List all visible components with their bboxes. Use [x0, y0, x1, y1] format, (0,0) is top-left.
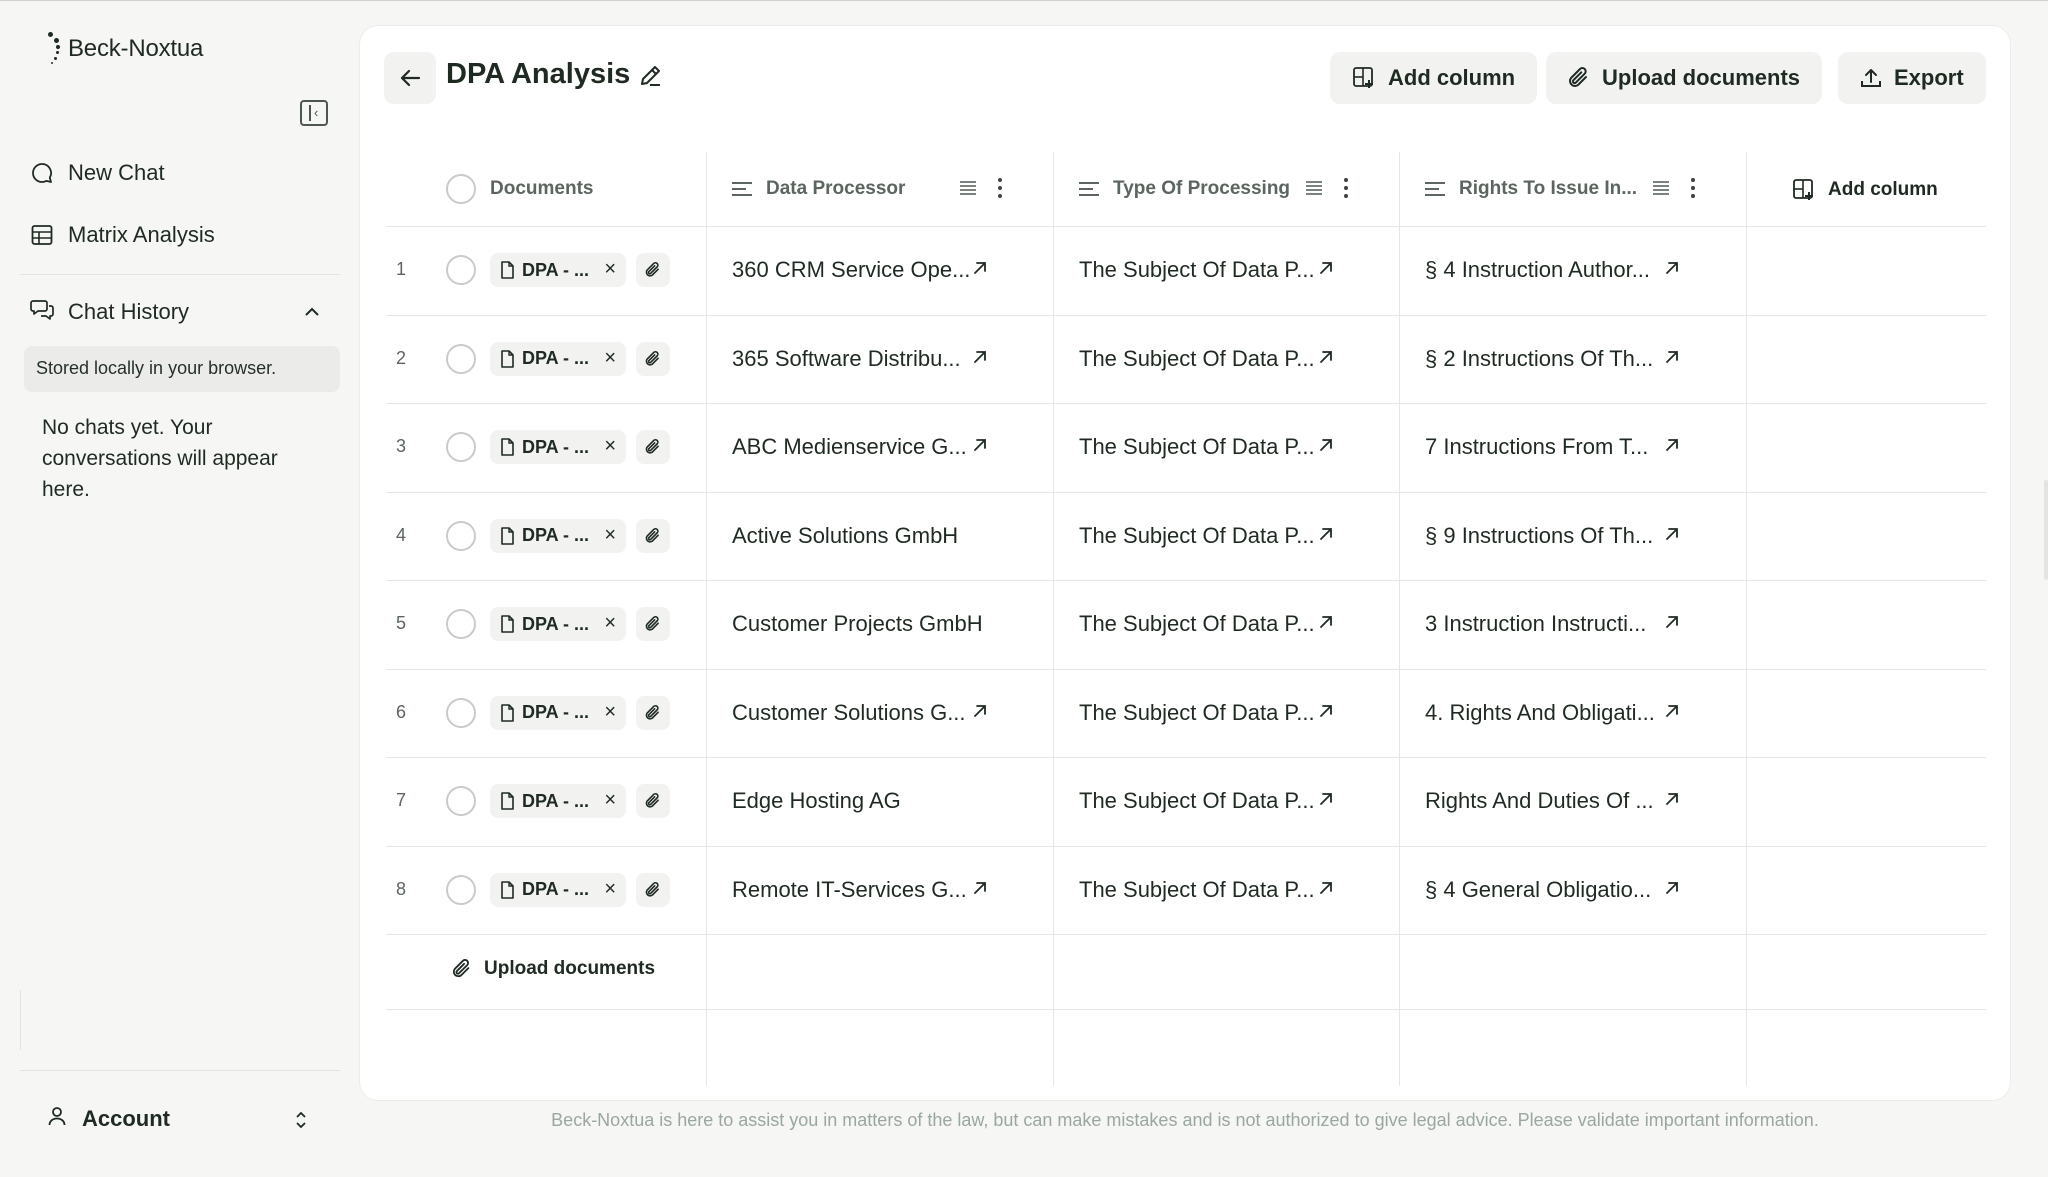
matrix-panel [360, 26, 2010, 1100]
row-checkbox[interactable] [446, 255, 476, 285]
attach-document-button[interactable] [636, 253, 670, 287]
chevron-up-icon [304, 302, 320, 323]
document-name: DPA - ... [522, 436, 589, 457]
column-divider [1746, 152, 1747, 1086]
attach-document-button[interactable] [636, 430, 670, 464]
upload-documents-label: Upload documents [1602, 65, 1801, 90]
column-header-data-processor[interactable] [732, 178, 905, 200]
chat-history-label: Chat History [68, 299, 190, 324]
stored-locally-note: Stored locally in your browser. [24, 346, 340, 392]
row-divider [386, 757, 1986, 758]
edit-title-icon[interactable] [638, 62, 666, 90]
drag-handle-icon[interactable] [1653, 181, 1669, 195]
column-header-type-of-processing-label: Type Of Processing [1113, 178, 1291, 199]
account-menu[interactable] [48, 1106, 170, 1132]
column-divider [706, 152, 707, 1086]
logo[interactable] [48, 30, 203, 68]
text-align-icon [732, 181, 754, 197]
upload-documents-button[interactable] [1546, 52, 1822, 104]
type-of-processing-cell[interactable]: The Subject Of Data P... [1079, 257, 1315, 283]
attach-document-button[interactable] [636, 873, 670, 907]
document-chip[interactable] [490, 253, 626, 287]
attach-document-button[interactable] [636, 342, 670, 376]
document-chip[interactable] [490, 784, 626, 818]
remove-document-icon[interactable]: × [604, 346, 616, 369]
logo-text: Beck-Noxtua [68, 35, 204, 62]
document-chip[interactable] [490, 430, 626, 464]
export-label: Export [1894, 65, 1964, 90]
open-source-arrow-icon[interactable] [1664, 526, 1682, 544]
row-checkbox[interactable] [446, 521, 476, 551]
remove-document-icon[interactable]: × [604, 435, 616, 458]
add-column-label: Add column [1388, 65, 1516, 90]
document-icon [500, 350, 514, 368]
scrollbar[interactable] [2044, 480, 2048, 580]
rights-cell[interactable]: § 9 Instructions Of Th... [1425, 522, 1654, 548]
paperclip-icon [645, 261, 661, 279]
paperclip-icon [645, 350, 661, 368]
upload-documents-row-button[interactable] [452, 958, 655, 980]
add-column-header-label: Add column [1828, 179, 1938, 200]
add-column-button[interactable] [1330, 52, 1537, 104]
account-label: Account [82, 1106, 170, 1131]
text-align-icon [1079, 181, 1101, 197]
nav-new-chat[interactable] [30, 160, 165, 186]
nav-new-chat-label: New Chat [68, 160, 165, 185]
type-of-processing-cell[interactable]: The Subject Of Data P... [1079, 345, 1315, 371]
collapse-sidebar-icon[interactable]: ‹ [300, 100, 328, 126]
remove-document-icon[interactable]: × [604, 877, 616, 900]
chat-history-toggle[interactable] [30, 298, 330, 326]
paperclip-icon [1568, 66, 1590, 90]
column-header-documents-label: Documents [490, 178, 594, 199]
row-number: 3 [396, 436, 407, 457]
open-source-arrow-icon[interactable] [1664, 260, 1682, 278]
paperclip-icon [645, 527, 661, 545]
chat-history-icon [30, 298, 54, 326]
more-vertical-icon[interactable] [1344, 178, 1348, 198]
open-source-arrow-icon[interactable] [1318, 880, 1336, 898]
remove-document-icon[interactable]: × [604, 700, 616, 723]
row-checkbox[interactable] [446, 875, 476, 905]
paperclip-icon [452, 958, 472, 980]
upload-export-icon [1860, 67, 1882, 89]
row-divider [386, 580, 1986, 581]
document-chip[interactable] [490, 607, 626, 641]
open-source-arrow-icon[interactable] [1318, 349, 1336, 367]
open-source-arrow-icon[interactable] [972, 437, 990, 455]
row-number: 4 [396, 524, 407, 545]
open-source-arrow-icon[interactable] [972, 349, 990, 367]
data-processor-cell[interactable]: ABC Medienservice G... [732, 434, 967, 460]
paperclip-icon [645, 615, 661, 633]
data-processor-cell[interactable]: Active Solutions GmbH [732, 522, 959, 548]
sidebar-bottom-divider [20, 1070, 340, 1071]
open-source-arrow-icon[interactable] [1318, 260, 1336, 278]
row-divider [386, 846, 1986, 847]
row-number: 8 [396, 878, 407, 899]
document-name: DPA - ... [522, 790, 589, 811]
no-chats-message: No chats yet. Your conversations will appear here. [42, 416, 278, 501]
matrix-table [386, 126, 1986, 1060]
data-processor-cell[interactable]: Remote IT-Services G... [732, 876, 967, 902]
column-header-type-of-processing[interactable] [1079, 178, 1290, 200]
row-divider [386, 226, 1986, 227]
type-of-processing-cell[interactable]: The Subject Of Data P... [1079, 434, 1315, 460]
column-header-rights[interactable] [1425, 178, 1637, 200]
remove-document-icon[interactable]: × [604, 258, 616, 281]
type-of-processing-cell[interactable]: The Subject Of Data P... [1079, 699, 1315, 725]
text-align-icon [1425, 181, 1447, 197]
open-source-arrow-icon[interactable] [1664, 349, 1682, 367]
type-of-processing-cell[interactable]: The Subject Of Data P... [1079, 876, 1315, 902]
column-controls [960, 178, 1002, 198]
row-divider [386, 1009, 1986, 1010]
type-of-processing-cell[interactable]: The Subject Of Data P... [1079, 522, 1315, 548]
open-source-arrow-icon[interactable] [1318, 703, 1336, 721]
column-header-documents [490, 178, 593, 200]
open-source-arrow-icon[interactable] [1318, 791, 1336, 809]
nav-matrix-analysis[interactable] [30, 222, 215, 248]
remove-document-icon[interactable]: × [604, 523, 616, 546]
row-number: 7 [396, 790, 407, 811]
data-processor-cell[interactable]: Customer Solutions G... [732, 699, 966, 725]
document-name: DPA - ... [522, 525, 589, 546]
open-source-arrow-icon[interactable] [1664, 437, 1682, 455]
row-checkbox[interactable] [446, 698, 476, 728]
document-chip[interactable] [490, 342, 626, 376]
back-button[interactable] [384, 52, 436, 104]
legal-disclaimer: Beck-Noxtua is here to assist you in matters of the law, but can make mistakes and is not authorized to give legal advice. Please validate important information. [551, 1110, 1819, 1130]
type-of-processing-cell[interactable]: The Subject Of Data P... [1079, 611, 1315, 637]
remove-document-icon[interactable]: × [604, 789, 616, 812]
add-column-header-button[interactable] [1792, 178, 1938, 202]
logo-icon [48, 30, 62, 68]
rights-cell[interactable]: § 2 Instructions Of Th... [1425, 345, 1654, 371]
document-chip[interactable] [490, 873, 626, 907]
row-divider [386, 492, 1986, 493]
column-header-rights-label: Rights To Issue In... [1459, 178, 1638, 199]
row-number: 1 [396, 259, 407, 280]
document-icon [500, 527, 514, 545]
column-header-data-processor-label: Data Processor [766, 178, 906, 199]
more-vertical-icon[interactable] [1691, 178, 1695, 198]
document-icon [500, 881, 514, 899]
paperclip-icon [645, 881, 661, 899]
rights-cell[interactable]: 4. Rights And Obligati... [1425, 699, 1655, 725]
nav-matrix-analysis-label: Matrix Analysis [68, 222, 215, 247]
page-title: DPA Analysis [446, 58, 631, 90]
column-controls [1653, 178, 1695, 198]
row-checkbox[interactable] [446, 609, 476, 639]
row-divider [386, 403, 1986, 404]
document-chip[interactable] [490, 519, 626, 553]
add-column-icon [1352, 66, 1376, 90]
open-source-arrow-icon[interactable] [1664, 614, 1682, 632]
paperclip-icon [645, 438, 661, 456]
row-checkbox[interactable] [446, 344, 476, 374]
table-grid-icon [30, 223, 54, 247]
open-source-arrow-icon[interactable] [1318, 437, 1336, 455]
document-name: DPA - ... [522, 348, 589, 369]
export-button[interactable] [1838, 52, 1986, 104]
document-icon [500, 438, 514, 456]
chat-bubble-icon [30, 161, 54, 185]
document-icon [500, 261, 514, 279]
arrow-left-icon [399, 68, 421, 88]
attach-document-button[interactable] [636, 784, 670, 818]
open-source-arrow-icon[interactable] [1664, 703, 1682, 721]
data-processor-cell[interactable]: 365 Software Distribu... [732, 345, 961, 371]
data-processor-cell[interactable]: 360 CRM Service Ope... [732, 257, 971, 283]
sidebar [0, 0, 358, 1177]
document-name: DPA - ... [522, 613, 589, 634]
user-icon [48, 1106, 66, 1132]
open-source-arrow-icon[interactable] [1664, 880, 1682, 898]
rights-cell[interactable]: 7 Instructions From T... [1425, 434, 1649, 460]
open-source-arrow-icon[interactable] [1318, 526, 1336, 544]
row-checkbox[interactable] [446, 786, 476, 816]
rights-cell[interactable]: § 4 General Obligatio... [1425, 876, 1652, 902]
open-source-arrow-icon[interactable] [972, 703, 990, 721]
paperclip-icon [645, 704, 661, 722]
sidebar-divider [20, 274, 340, 275]
drag-handle-icon[interactable] [960, 181, 976, 195]
document-icon [500, 615, 514, 633]
attach-document-button[interactable] [636, 519, 670, 553]
remove-document-icon[interactable]: × [604, 612, 616, 635]
open-source-arrow-icon[interactable] [972, 260, 990, 278]
rights-cell[interactable]: Rights And Duties Of ... [1425, 788, 1654, 814]
attach-document-button[interactable] [636, 696, 670, 730]
type-of-processing-cell[interactable]: The Subject Of Data P... [1079, 788, 1315, 814]
paperclip-icon [645, 792, 661, 810]
select-all-checkbox[interactable] [446, 174, 476, 204]
open-source-arrow-icon[interactable] [972, 880, 990, 898]
document-name: DPA - ... [522, 702, 589, 723]
document-name: DPA - ... [522, 259, 589, 280]
row-divider [386, 315, 1986, 316]
rights-cell[interactable]: 3 Instruction Instructi... [1425, 611, 1647, 637]
rights-cell[interactable]: § 4 Instruction Author... [1425, 257, 1651, 283]
column-divider [1053, 152, 1054, 1086]
upload-documents-row-label: Upload documents [484, 958, 656, 979]
document-icon [500, 704, 514, 722]
drag-handle-icon[interactable] [1306, 181, 1322, 195]
row-number: 6 [396, 701, 407, 722]
row-divider [386, 669, 1986, 670]
more-vertical-icon[interactable] [998, 178, 1002, 198]
data-processor-cell[interactable]: Edge Hosting AG [732, 788, 901, 814]
add-column-icon [1792, 178, 1816, 202]
attach-document-button[interactable] [636, 607, 670, 641]
row-divider [386, 934, 1986, 935]
open-source-arrow-icon[interactable] [1664, 791, 1682, 809]
document-icon [500, 792, 514, 810]
sidebar-edge [20, 990, 21, 1050]
chevron-up-down-icon[interactable] [294, 1110, 308, 1130]
row-number: 2 [396, 347, 407, 368]
row-checkbox[interactable] [446, 432, 476, 462]
data-processor-cell[interactable]: Customer Projects GmbH [732, 611, 983, 637]
column-controls [1306, 178, 1348, 198]
row-number: 5 [396, 613, 407, 634]
document-chip[interactable] [490, 696, 626, 730]
document-name: DPA - ... [522, 879, 589, 900]
open-source-arrow-icon[interactable] [1318, 614, 1336, 632]
column-divider [1399, 152, 1400, 1086]
